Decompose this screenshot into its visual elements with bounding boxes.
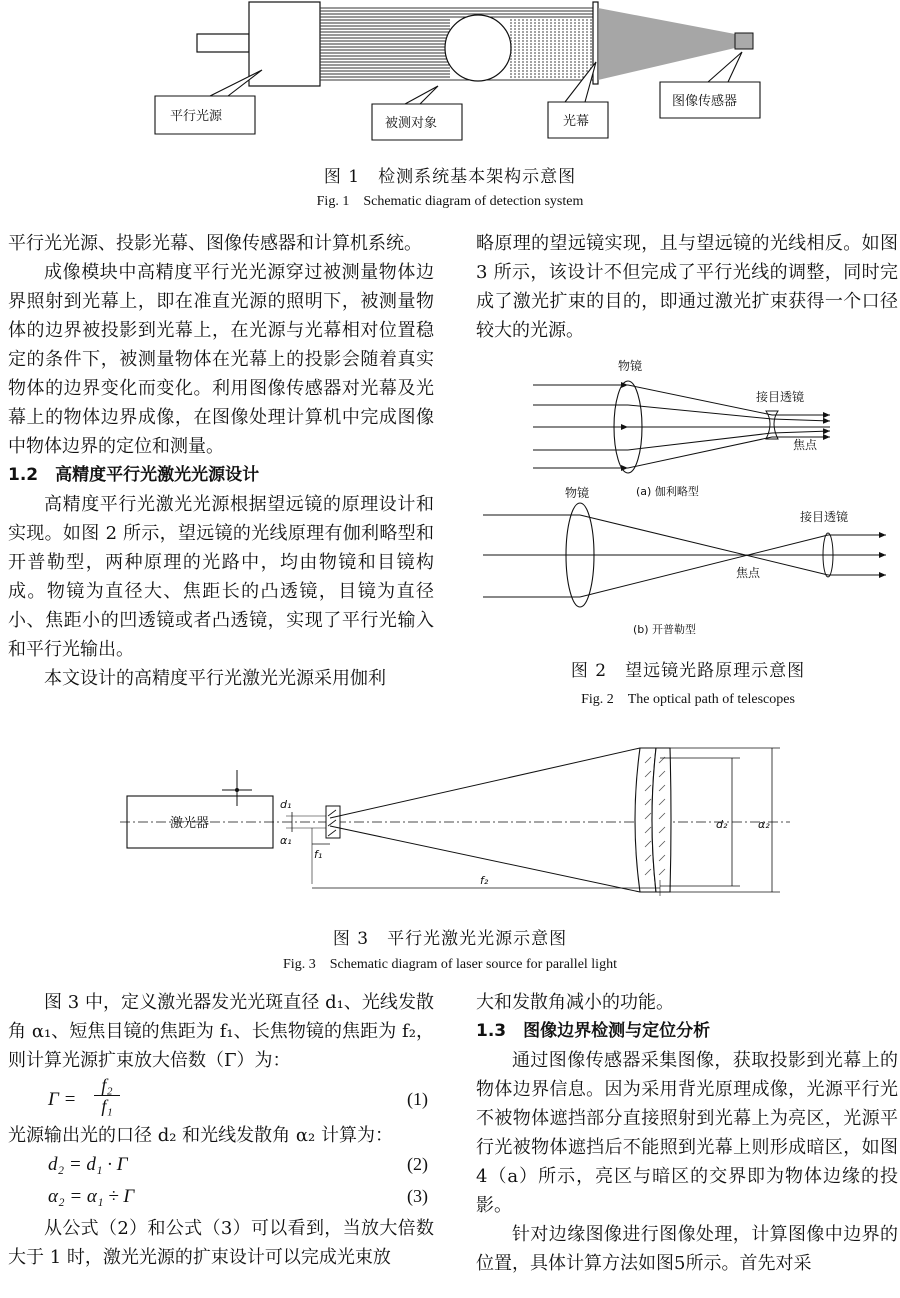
section-heading-1-2: 1.2 高精度平行光激光光源设计 [8, 465, 260, 485]
fig2b-label-eyepiece: 接目透镜 [800, 510, 849, 524]
fig2-diagram [478, 355, 898, 645]
fig3-label-laser: 激光器 [170, 816, 210, 831]
eq2-number: (2) [407, 1154, 428, 1174]
fig1-label-object: 被测对象 [385, 116, 438, 131]
eq3-number: (3) [407, 1186, 428, 1206]
eq1-lhs: Γ = [48, 1089, 77, 1110]
fig3-label-d1: d₁ [280, 798, 292, 811]
eq2-expr: d₂ = d₁ · Γ [48, 1154, 128, 1175]
fig1-caption-cn: 图 1 检测系统基本架构示意图 [323, 167, 577, 187]
right-para-1: 略原理的望远镜实现，且与望远镜的光线相反。如图 3 所示，该设计不但完成了平行光线的调整，同时完成了激光扩束的目的，即通过激光扩束获得一个口径较大的光源。 [476, 233, 898, 341]
right-para-3: 通过图像传感器采集图像，获取投影到光幕上的物体边界信息。因为采用背光原理成像，光源平行光不被物体遮挡部分直接照射到光幕上为亮区，光源平行光被物体遮挡后不能照到光幕上则形成暗区，如图 4（a）所示，亮区与暗区的交界即为物体边缘的投影。 [476, 1050, 898, 1216]
fig2a-label-focus: 焦点 [793, 438, 818, 452]
fig1-caption-en: Fig. 1 Schematic diagram of detection system [316, 194, 584, 209]
fig1-label-source: 平行光源 [170, 109, 223, 124]
fig2b-caption: (b) 开普勒型 [633, 623, 697, 636]
left-para-4: 本文设计的高精度平行光激光光源采用伽利 [44, 668, 386, 689]
right-column-bottom [476, 988, 898, 1278]
right-column-top [476, 229, 898, 345]
left-para-5: 图 3 中，定义激光器发光光斑直径 d₁、光线发散角 α₁、短焦目镜的焦距为 f₁、长焦物镜的焦距为 f₂，则计算光源扩束放大倍数（Γ）为： [8, 992, 434, 1071]
eq1-denominator: f₁ [101, 1096, 113, 1116]
left-column-bottom [8, 988, 434, 1272]
left-para-3: 高精度平行光激光光源根据望远镜的原理设计和实现。如图 2 所示，望远镜的光线原理有伽利略型和开普勒型，两种原理的光路中，均由物镜和目镜构成。物镜为直径大、焦距长的凸透镜，目镜为直径小、焦距小的凹透镜或者凸透镜，实现了平行光输入和平行光输出。 [8, 494, 434, 660]
fig2a-label-eyepiece: 接目透镜 [756, 390, 805, 404]
equation-1 [8, 1075, 434, 1121]
fig1-diagram [0, 0, 900, 160]
fig2a-caption: (a) 伽利略型 [636, 485, 699, 498]
fig3-caption-cn: 图 3 平行光激光光源示意图 [332, 929, 568, 949]
left-para-7: 从公式（2）和公式（3）可以看到，当放大倍数大于 1 时，激光光源的扩束设计可以完成光束放 [8, 1218, 434, 1268]
fig2a-label-objective: 物镜 [618, 359, 643, 373]
fig2-caption-en: Fig. 2 The optical path of telescopes [581, 692, 795, 707]
fig3-label-f2: f₂ [480, 874, 489, 887]
fig2-caption-cn: 图 2 望远镜光路原理示意图 [570, 661, 806, 681]
eq1-number: (1) [407, 1089, 428, 1109]
fig3-label-a1: α₁ [280, 834, 292, 847]
fig3-label-a2: α₂ [758, 818, 770, 831]
eq1-numerator: f₂ [94, 1075, 120, 1096]
fig1-label-sensor: 图像传感器 [672, 94, 738, 109]
left-para-6: 光源输出光的口径 d₂ 和光线发散角 α₂ 计算为： [8, 1125, 393, 1146]
equation-3 [8, 1182, 434, 1214]
right-para-2: 大和发散角减小的功能。 [476, 992, 674, 1013]
fig1-label-screen: 光幕 [563, 114, 590, 129]
left-para-1: 平行光光源、投影光幕、图像传感器和计算机系统。 [8, 233, 422, 254]
fig3-diagram [0, 740, 900, 915]
left-column-top [8, 229, 434, 693]
fig2b-label-focus: 焦点 [736, 566, 761, 580]
equation-2 [8, 1150, 434, 1182]
fig2b-label-objective: 物镜 [565, 486, 590, 500]
section-heading-1-3: 1.3 图像边界检测与定位分析 [476, 1021, 711, 1041]
eq3-expr: α₂ = α₁ ÷ Γ [48, 1186, 135, 1207]
fig3-label-d2: d₂ [716, 818, 728, 831]
fig3-caption-en: Fig. 3 Schematic diagram of laser source for parallel light [283, 957, 617, 972]
right-para-4: 针对边缘图像进行图像处理，计算图像中边界的位置，具体计算方法如图5所示。首先对采 [476, 1224, 898, 1274]
fig3-label-f1: f₁ [314, 848, 323, 861]
left-para-2: 成像模块中高精度平行光光源穿过被测量物体边界照射到光幕上，即在准直光源的照明下，被测量物体的边界被投影到光幕上，在光源与光幕相对位置稳定的条件下，被测量物体在光幕上的投影会随着真实物体的边界变化而变化。利用图像传感器对光幕及光幕上的物体边界成像，在图像处理计算机中完成图像中物体边界的定位和测量。 [8, 262, 434, 457]
